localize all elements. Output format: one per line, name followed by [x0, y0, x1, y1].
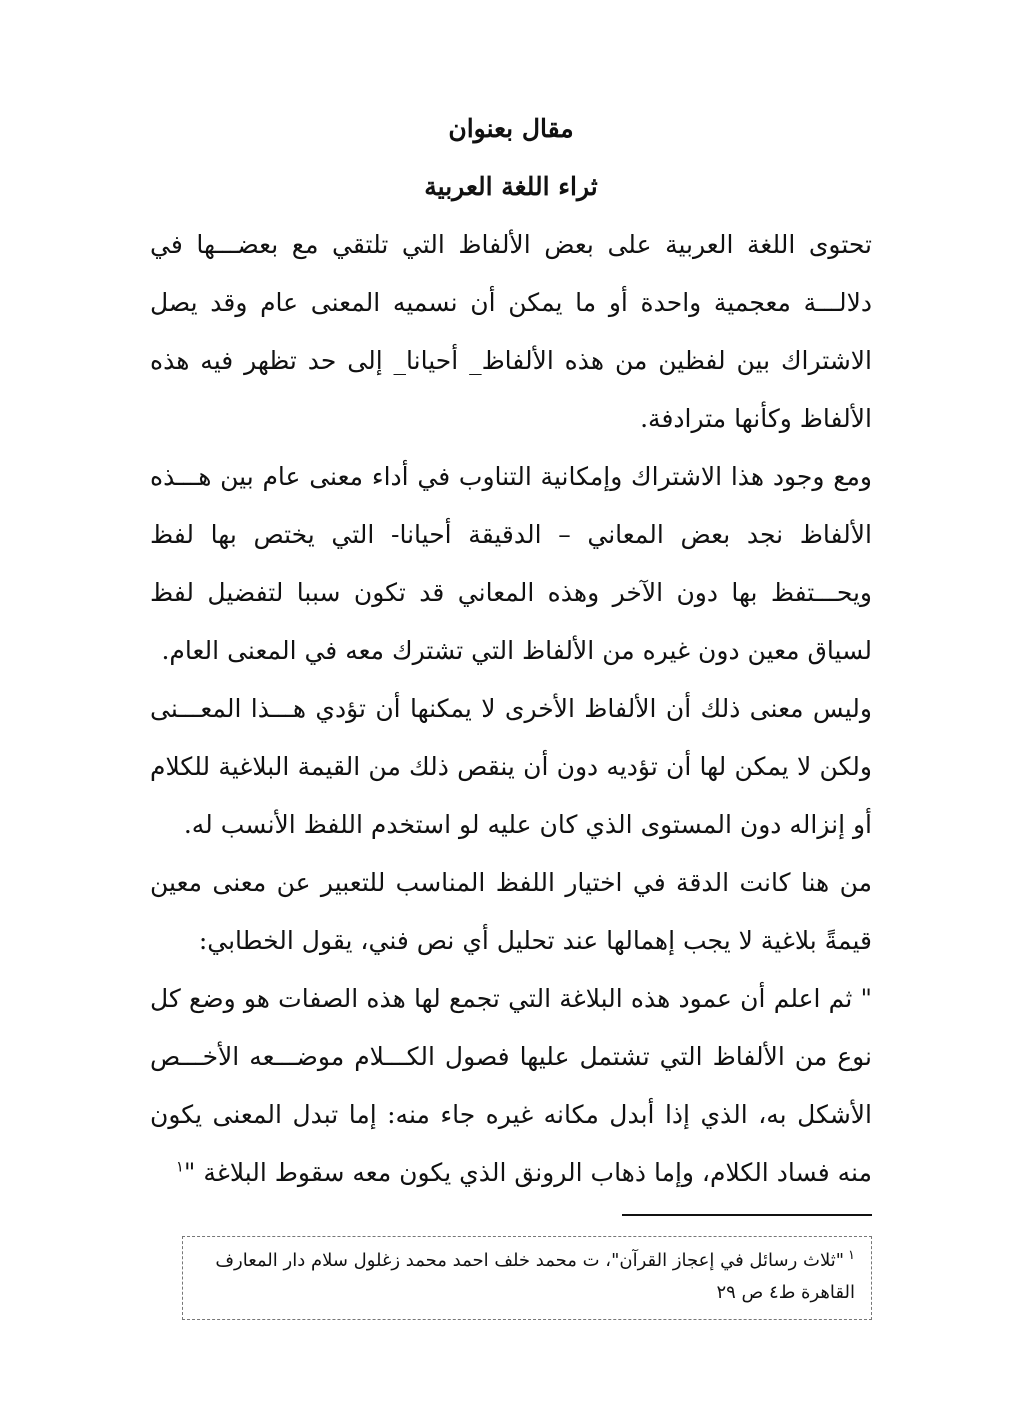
paragraph-1: تحتوى اللغة العربية على بعض الألفاظ التي تلتقي مع بعضـــها في دلالـــة معجمية واحدة أو ما يمكن أن نسميه المعنى عام وقد يصل الاشتراك بين لفظين من هذه الألفاظ_ أحيانا_ إلى حد تظهر فيه هذه الألفاظ وكأنها مترادفة.	[150, 230, 872, 433]
article-label: مقال بعنوان	[448, 114, 574, 143]
paragraph-4: من هنا كانت الدقة في اختيار اللفظ المناسب للتعبير عن معنى معين قيمةً بلاغية لا يجب إهمالها عند تحليل أي نص فني، يقول الخطابي:	[150, 868, 872, 955]
quotation-text: " ثم اعلم أن عمود هذه البلاغة التي تجمع لها هذه الصفات هو وضع كل نوع من الألفاظ التي تشتمل عليها فصول الكـــلام موضـــعه الأخـــص الأشكل به، الذي إذا أبدل مكانه غيره جاء منه: إما تبدل المعنى يكون منه فساد الكلام، وإما ذهاب الرونق الذي يكون معه سقوط البلاغة "	[150, 984, 872, 1187]
footnote	[182, 1236, 872, 1320]
paragraph-2: ومع وجود هذا الاشتراك وإمكانية التناوب في أداء معنى عام بين هـــذه الألفاظ نجد بعض المعاني – الدقيقة أحيانا- التي يختص بها لفظ ويحـــتفظ بها دون الآخر وهذه المعاني قد تكون سببا لتفضيل لفظ لسياق معين دون غيره من الألفاظ التي تشترك معه في المعنى العام.	[150, 462, 872, 665]
paragraph-3: وليس معنى ذلك أن الألفاظ الأخرى لا يمكنها أن تؤدي هـــذا المعـــنى ولكن لا يمكن لها أن تؤديه دون أن ينقص ذلك من القيمة البلاغية للكلام أو إنزاله دون المستوى الذي كان عليه لو استخدم اللفظ الأنسب له.	[150, 694, 872, 839]
quotation-paragraph	[150, 970, 872, 1202]
footnote-separator	[622, 1214, 872, 1216]
footnote-marker: ١	[175, 1157, 184, 1176]
footnote-text: "ثلاث رسائل في إعجاز القرآن"، ت محمد خلف احمد محمد زغلول سلام دار المعارف القاهرة ط٤ ص ٢٩	[215, 1250, 855, 1303]
article-body	[150, 216, 872, 1202]
article-title: ثراء اللغة العربية	[424, 172, 598, 201]
footnote-number: ١	[848, 1248, 855, 1263]
document-page	[150, 100, 872, 1350]
